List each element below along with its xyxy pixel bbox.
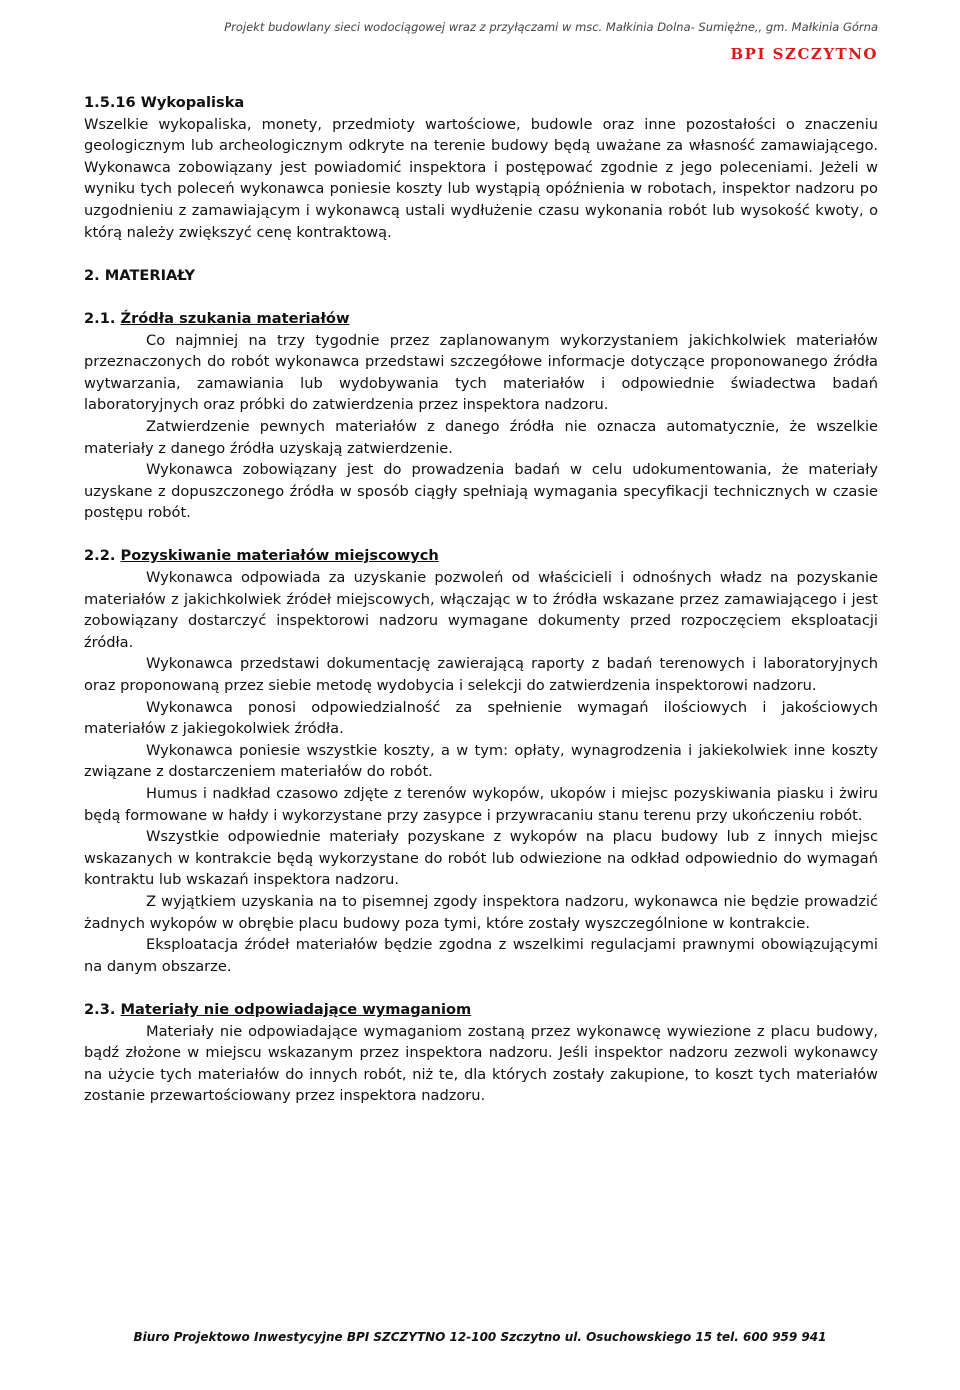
section-paragraph: Wykonawca odpowiada za uzyskanie pozwoleń od właścicieli i odnośnych władz na pozyskanie materiałów z jakichkolwiek źródeł miejscowych, włączając w to źródła wskazane przez zamawiającego i jest zobowiązany dostarczyć inspektorowi nadzoru wymagane dokumenty przed rozpoczęciem eksploatacji źródła.	[84, 569, 878, 651]
subsection-title: Źródła szukania materiałów	[120, 309, 350, 327]
section-paragraph: Wszelkie wykopaliska, monety, przedmioty wartościowe, budowle oraz inne pozostałości o znaczeniu geologicznym lub archeologicznym odkryte na terenie budowy będą uważane za własność zamawiającego. Wykonawca zobowiązany jest powiadomić inspektora i postępować zgodnie z jego poleceniami. Jeżeli w wyniku tych poleceń wykonawca poniesie koszty lub wystąpią opóźnienia w robotach, inspektor nadzoru po uzgodnieniu z zamawiającym i wykonawcą ustali wydłużenie czasu wykonania robót lub wysokość kwoty, o którą należy zwiększyć cenę kontraktową.	[84, 115, 878, 241]
section-paragraph: Wykonawca przedstawi dokumentację zawierającą raporty z badań terenowych i laboratoryjnych oraz proponowaną przez siebie metodę wydobycia i selekcji do zatwierdzenia inspektorowi nadzoru.	[84, 655, 878, 695]
subsection-number: 2.2.	[84, 547, 116, 565]
section-paragraph: Wykonawca poniesie wszystkie koszty, a w tym: opłaty, wynagrodzenia i jakiekolwiek inne koszty związane z dostarczeniem materiałów do robót.	[84, 741, 878, 781]
subsection-number: 2.1.	[84, 309, 116, 327]
page-footer: Biuro Projektowo Inwestycyjne BPI SZCZYTNO 12-100 Szczytno ul. Osuchowskiego 15 tel. 600 959 941	[133, 1330, 827, 1344]
subsection-heading-2-3	[84, 999, 878, 1021]
section-paragraph: Wykonawca ponosi odpowiedzialność za spełnienie wymagań ilościowych i jakościowych materiałów z jakiegokolwiek źródła.	[84, 698, 878, 738]
section-heading-1-5-16: 1.5.16 Wykopaliska	[84, 94, 245, 111]
subsection-number: 2.3.	[84, 1000, 116, 1018]
section-paragraph: Wszystkie odpowiednie materiały pozyskane z wykopów na placu budowy lub z innych miejsc wskazanych w kontrakcie będą wykorzystane do robót lub odwiezione na odkład odpowiednio do wymagań kontraktu lub wskazań inspektora nadzoru.	[84, 828, 878, 889]
section-paragraph: Materiały nie odpowiadające wymaganiom zostaną przez wykonawcę wywiezione z placu budowy, bądź złożone w miejscu wskazanym przez inspektora nadzoru. Jeśli inspektor nadzoru zezwoli wykonawcy na użycie tych materiałów do innych robót, niż te, dla których zostały zakupione, to koszt tych materiałów zostanie przewartościowany przez inspektora nadzoru.	[84, 1022, 878, 1105]
section-paragraph: Humus i nadkład czasowo zdjęte z terenów wykopów, ukopów i miejsc pozyskiwania piasku i żwiru będą formowane w hałdy i wykorzystane przy zasypce i przywracaniu stanu terenu przy ukończeniu robót.	[84, 785, 878, 824]
section-paragraph: Zatwierdzenie pewnych materiałów z danego źródła nie oznacza automatycznie, że wszelkie materiały z danego źródła uzyskają zatwierdzenie.	[84, 417, 878, 457]
header-brand-logo: BPI SZCZYTNO	[730, 45, 878, 63]
header-project-line: Projekt budowlany sieci wodociągowej wraz z przyłączami w msc. Małkinia Dolna- Sumiężne,, gm. Małkinia Górna	[224, 20, 878, 34]
section-paragraph: Wykonawca zobowiązany jest do prowadzenia badań w celu udokumentowania, że materiały uzyskane z dopuszczonego źródła w sposób ciągły spełniają wymagania specyfikacji technicznych w czasie postępu robót.	[84, 461, 878, 522]
section-paragraph: Co najmniej na trzy tygodnie przez zaplanowanym wykorzystaniem jakichkolwiek materiałów przeznaczonych do robót wykonawca przedstawi szczegółowe informacje dotyczące proponowanego źródła wytwarzania, zamawiania lub wydobywania tych materiałów i odpowiednie świadectwa badań laboratoryjnych oraz próbki do zatwierdzenia przez inspektora nadzoru.	[84, 331, 878, 414]
subsection-heading-2-2	[84, 545, 878, 567]
subsection-title: Materiały nie odpowiadające wymaganiom	[120, 1000, 472, 1018]
section-paragraph: Eksploatacja źródeł materiałów będzie zgodna z wszelkimi regulacjami prawnymi obowiązującymi na danym obszarze.	[84, 936, 878, 975]
subsection-title: Pozyskiwanie materiałów miejscowych	[120, 547, 439, 565]
section-paragraph: Z wyjątkiem uzyskania na to pisemnej zgody inspektora nadzoru, wykonawca nie będzie prowadzić żadnych wykopów w obrębie placu budowy poza tymi, które zostały wyszczególnione w kontrakcie.	[84, 892, 878, 932]
section-heading-2: 2. MATERIAŁY	[84, 266, 196, 284]
document-body	[84, 92, 878, 1107]
subsection-heading-2-1	[84, 308, 878, 330]
